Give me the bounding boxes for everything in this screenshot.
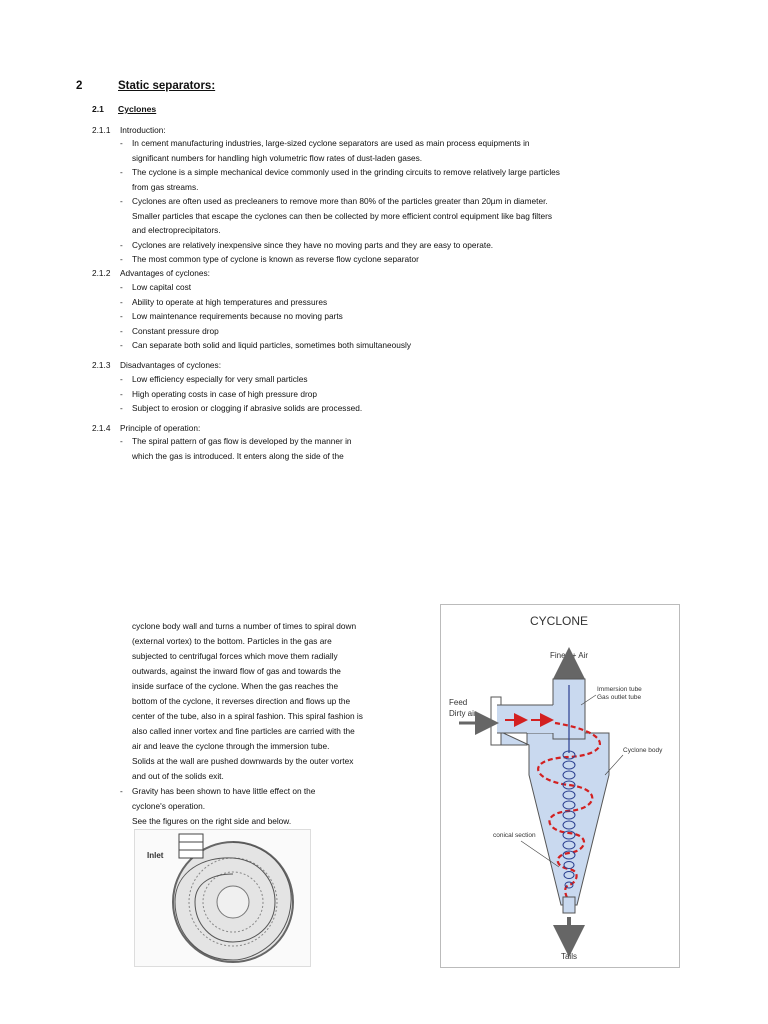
subsection-number: 2.1.2 (92, 268, 111, 278)
subsection-title: Introduction: (120, 125, 166, 135)
list-item: - High operating costs in case of high pressure drop (120, 387, 362, 402)
subsection-title: Principle of operation: (120, 423, 201, 433)
cyclone-body-shape (499, 731, 609, 905)
diagram-title: CYCLONE (529, 614, 589, 628)
introduction-list (120, 136, 560, 267)
disadvantages-list (120, 372, 362, 416)
cyclone-diagram-svg (441, 605, 679, 967)
list-item: - Ability to operate at high temperatures and pressures (120, 295, 411, 310)
list-item: - Low capital cost (120, 280, 411, 295)
section-cyclones (92, 104, 156, 114)
list-item: - In cement manufacturing industries, large-sized cyclone separators are used as main process equipments in significant numbers for handling high volumetric flow rates of dust-laden gases. (120, 136, 560, 165)
gas-outlet-label: Gas outlet tube (597, 694, 642, 701)
inlet-spiral-diagram (134, 829, 311, 967)
section-number: 2.1 (92, 104, 104, 114)
advantages-list (120, 280, 411, 353)
list-item: - Constant pressure drop (120, 324, 411, 339)
center-tube (217, 886, 249, 918)
cyclone-body-label: Cyclone body (623, 747, 663, 754)
heading-number: 2 (76, 80, 83, 92)
list-item: - Low efficiency especially for very small particles (120, 372, 362, 387)
list-item: - The most common type of cyclone is known as reverse flow cyclone separator (120, 252, 560, 267)
inlet-box (179, 834, 203, 858)
inlet-spiral-svg (135, 830, 310, 966)
principle-paragraph-top: - The spiral pattern of gas flow is developed by the manner in which the gas is introduced. It enters along the side of the (120, 434, 390, 464)
list-item: - Subject to erosion or clogging if abrasive solids are processed. (120, 401, 362, 416)
subsection-disadvantages (92, 360, 221, 370)
list-item: - Can separate both solid and liquid particles, sometimes both simultaneously (120, 338, 411, 353)
immersion-tube-label: Immersion tube (597, 686, 642, 693)
subsection-title: Disadvantages of cyclones: (120, 360, 222, 370)
list-item: - Cyclones are relatively inexpensive since they have no moving parts and they are easy to operate. (120, 238, 560, 253)
conical-section-label: conical section (493, 832, 536, 839)
inlet-label: Inlet (147, 851, 164, 860)
subsection-introduction (92, 125, 166, 135)
subsection-advantages (92, 268, 210, 278)
list-item: - Low maintenance requirements because no moving parts (120, 309, 411, 324)
subsection-number: 2.1.1 (92, 125, 111, 135)
list-item: - Cyclones are often used as precleaners to remove more than 80% of the particles greater than 20µm in diameter. Smaller particles that escape the cyclones can then be collected by more efficient control equipment like bag filters and electroprecipitators. (120, 194, 560, 238)
tails-label: Tails (560, 952, 578, 961)
subsection-number: 2.1.4 (92, 423, 111, 433)
list-item: - The cyclone is a simple mechanical device commonly used in the grinding circuits to remove relatively large particles from gas streams. (120, 165, 560, 194)
fines-air-label: Fines + Air (549, 651, 589, 660)
heading-static-separators (76, 80, 215, 92)
heading-title: Static separators: (118, 80, 216, 92)
subsection-title: Advantages of cyclones: (120, 268, 210, 278)
dirty-air-label: Dirty air (449, 709, 477, 718)
subsection-number: 2.1.3 (92, 360, 111, 370)
section-title: Cyclones (118, 104, 157, 114)
cyclone-diagram (440, 604, 680, 968)
feed-label: Feed (449, 698, 468, 707)
principle-paragraph-bottom: cyclone body wall and turns a number of times to spiral down (external vortex) to the bottom. Particles in the gas are subjected to centrifugal forces which move them radially outwards, against the inward flow of gas and towards the inside surface of the cyclone. When the gas reaches the bottom of the cyclone, it reverses direction and flows up the center of the tube, also in a spiral fashion. This spiral fashion is also called inner vortex and fine particles are carried with the air and leave the cyclone through the immersion tube. Solids at the wall are pushed downwards by the outer vortex and out of the solids exit. - Gravity has been shown to have little effect on the cyclone's operation. See the figures on the right side and below. (120, 619, 390, 829)
subsection-principle (92, 423, 200, 433)
